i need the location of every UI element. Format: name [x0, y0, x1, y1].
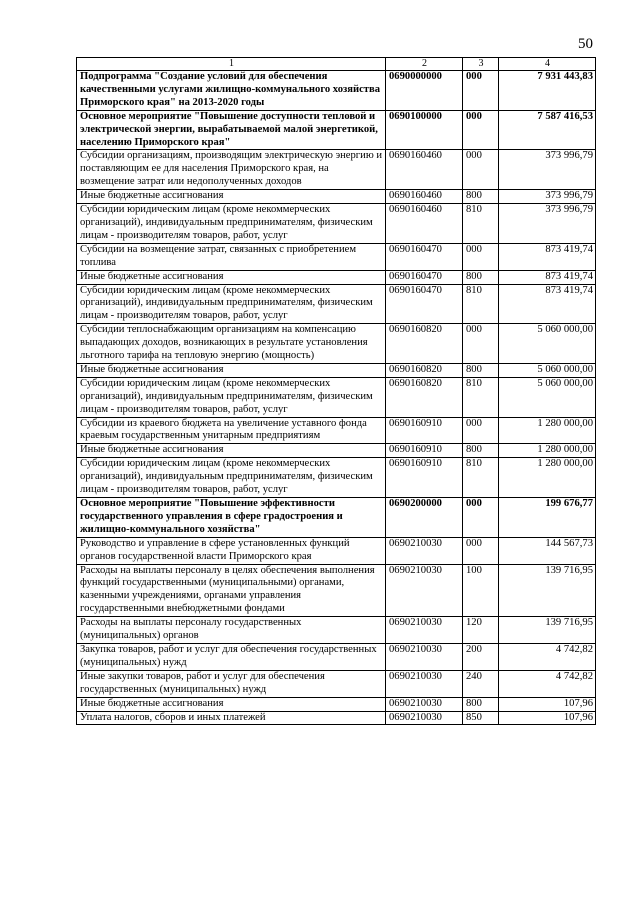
table-row — [77, 617, 596, 644]
row-name-cell: Расходы на выплаты персоналу в целях обеспечения выполнения функций государственными (муниципальными) органами, казенными учреждениями, органами управления государственными внебюджетными фондами — [77, 564, 386, 617]
row-type-cell: 810 — [463, 204, 499, 244]
table-row — [77, 150, 596, 190]
table-header-row — [77, 58, 596, 71]
row-type-cell: 120 — [463, 617, 499, 644]
row-code-cell: 0690160910 — [386, 417, 463, 444]
row-code-cell: 0690160820 — [386, 324, 463, 364]
row-code-cell: 0690160820 — [386, 377, 463, 417]
row-type-cell: 240 — [463, 670, 499, 697]
header-col-3: 3 — [463, 58, 499, 71]
row-code-cell: 0690210030 — [386, 670, 463, 697]
row-code-cell: 0690100000 — [386, 110, 463, 150]
table-row — [77, 190, 596, 204]
row-name-cell: Субсидии организациям, производящим электрическую энергию и поставляющим ее для населения Приморского края, на возмещение затрат или недополученных доходов — [77, 150, 386, 190]
row-amount-cell: 5 060 000,00 — [499, 324, 596, 364]
row-type-cell: 000 — [463, 498, 499, 538]
row-name-cell: Иные закупки товаров, работ и услуг для обеспечения государственных (муниципальных) нужд — [77, 670, 386, 697]
row-type-cell: 000 — [463, 150, 499, 190]
row-name-cell: Субсидии теплоснабжающим организациям на компенсацию выпадающих доходов, возникающих в результате установления льготного тарифа на тепловую энергию (мощность) — [77, 324, 386, 364]
row-name-cell: Основное мероприятие "Повышение доступности тепловой и электрической энергии, вырабатываемой малой энергетикой, населению Приморского края" — [77, 110, 386, 150]
row-code-cell: 0690160460 — [386, 190, 463, 204]
row-amount-cell: 139 716,95 — [499, 564, 596, 617]
row-amount-cell: 1 280 000,00 — [499, 417, 596, 444]
row-type-cell: 800 — [463, 697, 499, 711]
row-type-cell: 200 — [463, 643, 499, 670]
row-amount-cell: 373 996,79 — [499, 204, 596, 244]
row-code-cell: 0690200000 — [386, 498, 463, 538]
row-code-cell: 0690210030 — [386, 564, 463, 617]
header-col-2: 2 — [386, 58, 463, 71]
row-amount-cell: 1 280 000,00 — [499, 458, 596, 498]
row-type-cell: 000 — [463, 417, 499, 444]
row-code-cell: 0690160470 — [386, 243, 463, 270]
row-amount-cell: 5 060 000,00 — [499, 377, 596, 417]
table-row — [77, 537, 596, 564]
row-amount-cell: 199 676,77 — [499, 498, 596, 538]
row-amount-cell: 107,96 — [499, 697, 596, 711]
row-amount-cell: 873 419,74 — [499, 284, 596, 324]
table-row — [77, 204, 596, 244]
table-row — [77, 697, 596, 711]
row-amount-cell: 373 996,79 — [499, 150, 596, 190]
row-type-cell: 810 — [463, 458, 499, 498]
row-code-cell: 0690210030 — [386, 617, 463, 644]
row-name-cell: Субсидии из краевого бюджета на увеличение уставного фонда краевым государственным унитарным предприятиям — [77, 417, 386, 444]
table-row — [77, 324, 596, 364]
row-amount-cell: 139 716,95 — [499, 617, 596, 644]
row-name-cell: Иные бюджетные ассигнования — [77, 363, 386, 377]
table-row — [77, 564, 596, 617]
row-type-cell: 800 — [463, 270, 499, 284]
row-amount-cell: 873 419,74 — [499, 243, 596, 270]
row-name-cell: Иные бюджетные ассигнования — [77, 444, 386, 458]
row-amount-cell: 107,96 — [499, 711, 596, 725]
row-name-cell: Подпрограмма "Создание условий для обеспечения качественными услугами жилищно-коммунального хозяйства Приморского края" на 2013-2020 годы — [77, 71, 386, 111]
row-type-cell: 850 — [463, 711, 499, 725]
table-row — [77, 711, 596, 725]
row-amount-cell: 7 587 416,53 — [499, 110, 596, 150]
table-row — [77, 498, 596, 538]
row-amount-cell: 4 742,82 — [499, 643, 596, 670]
row-type-cell: 000 — [463, 110, 499, 150]
table-row — [77, 444, 596, 458]
row-type-cell: 800 — [463, 363, 499, 377]
row-amount-cell: 873 419,74 — [499, 270, 596, 284]
row-name-cell: Закупка товаров, работ и услуг для обеспечения государственных (муниципальных) нужд — [77, 643, 386, 670]
row-name-cell: Руководство и управление в сфере установленных функций органов государственной власти Приморского края — [77, 537, 386, 564]
header-col-4: 4 — [499, 58, 596, 71]
row-code-cell: 0690210030 — [386, 711, 463, 725]
table-row — [77, 284, 596, 324]
row-amount-cell: 5 060 000,00 — [499, 363, 596, 377]
table-row — [77, 377, 596, 417]
row-name-cell: Субсидии юридическим лицам (кроме некоммерческих организаций), индивидуальным предпринимателям, физическим лицам - производителям товаров, работ, услуг — [77, 204, 386, 244]
row-amount-cell: 373 996,79 — [499, 190, 596, 204]
row-name-cell: Иные бюджетные ассигнования — [77, 270, 386, 284]
row-name-cell: Иные бюджетные ассигнования — [77, 190, 386, 204]
row-amount-cell: 4 742,82 — [499, 670, 596, 697]
row-type-cell: 000 — [463, 537, 499, 564]
header-col-1: 1 — [77, 58, 386, 71]
table-row — [77, 417, 596, 444]
row-code-cell: 0690160910 — [386, 458, 463, 498]
page-number: 50 — [578, 36, 593, 52]
row-name-cell: Основное мероприятие "Повышение эффективности государственного управления в сфере градостроения и жилищно-коммунального хозяйства" — [77, 498, 386, 538]
table-row — [77, 363, 596, 377]
row-type-cell: 800 — [463, 444, 499, 458]
row-name-cell: Субсидии юридическим лицам (кроме некоммерческих организаций), индивидуальным предпринимателям, физическим лицам - производителям товаров, работ, услуг — [77, 284, 386, 324]
table-row — [77, 270, 596, 284]
row-name-cell: Уплата налогов, сборов и иных платежей — [77, 711, 386, 725]
row-amount-cell: 144 567,73 — [499, 537, 596, 564]
row-amount-cell: 7 931 443,83 — [499, 71, 596, 111]
row-code-cell: 0690160460 — [386, 150, 463, 190]
row-type-cell: 000 — [463, 71, 499, 111]
table-row — [77, 643, 596, 670]
table-row — [77, 670, 596, 697]
row-name-cell: Расходы на выплаты персоналу государственных (муниципальных) органов — [77, 617, 386, 644]
table-row — [77, 110, 596, 150]
row-type-cell: 000 — [463, 324, 499, 364]
row-code-cell: 0690210030 — [386, 643, 463, 670]
row-type-cell: 810 — [463, 284, 499, 324]
row-code-cell: 0690160820 — [386, 363, 463, 377]
row-code-cell: 0690160470 — [386, 284, 463, 324]
row-type-cell: 800 — [463, 190, 499, 204]
row-type-cell: 100 — [463, 564, 499, 617]
row-name-cell: Субсидии юридическим лицам (кроме некоммерческих организаций), индивидуальным предпринимателям, физическим лицам - производителям товаров, работ, услуг — [77, 458, 386, 498]
row-code-cell: 0690000000 — [386, 71, 463, 111]
row-name-cell: Субсидии на возмещение затрат, связанных с приобретением топлива — [77, 243, 386, 270]
budget-table — [76, 57, 596, 725]
row-amount-cell: 1 280 000,00 — [499, 444, 596, 458]
row-code-cell: 0690160470 — [386, 270, 463, 284]
row-type-cell: 810 — [463, 377, 499, 417]
table-row — [77, 71, 596, 111]
table-row — [77, 458, 596, 498]
row-code-cell: 0690210030 — [386, 697, 463, 711]
row-code-cell: 0690160910 — [386, 444, 463, 458]
row-name-cell: Субсидии юридическим лицам (кроме некоммерческих организаций), индивидуальным предпринимателям, физическим лицам - производителям товаров, работ, услуг — [77, 377, 386, 417]
row-name-cell: Иные бюджетные ассигнования — [77, 697, 386, 711]
row-code-cell: 0690160460 — [386, 204, 463, 244]
row-code-cell: 0690210030 — [386, 537, 463, 564]
row-type-cell: 000 — [463, 243, 499, 270]
table-row — [77, 243, 596, 270]
